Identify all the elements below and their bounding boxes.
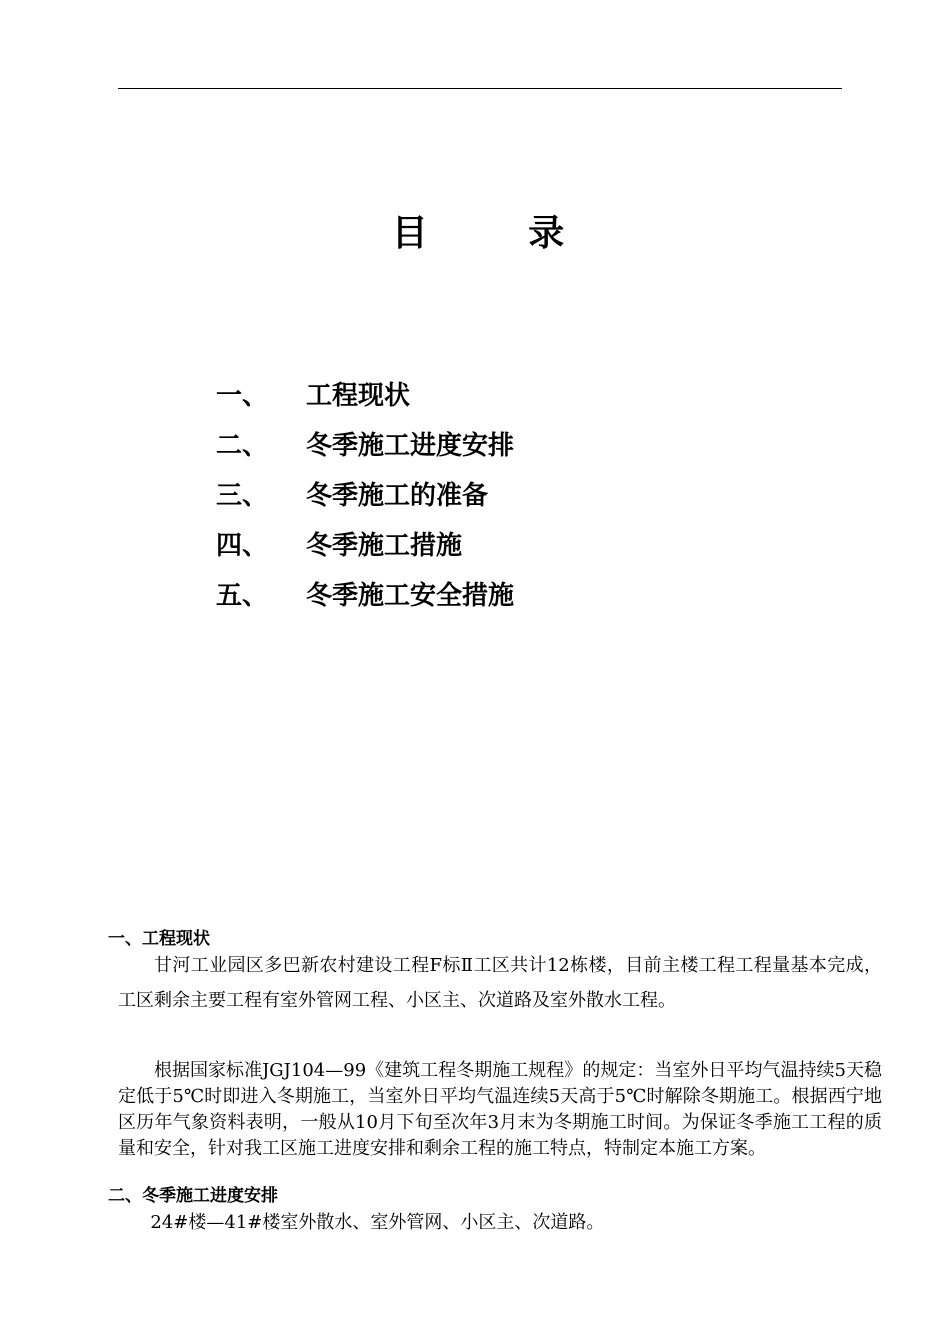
section-heading-2-container [108,1185,880,1207]
body-paragraph: 甘河工业园区多巴新农村建设工程F标Ⅱ工区共计12栋楼，目前主楼工程工程量基本完成，工区剩余主要工程有室外管网工程、小区主、次道路及室外散水工程。 [118,955,882,1011]
toc-item-label: 工程现状 [306,381,411,411]
toc-item-2[interactable] [216,422,514,472]
toc-item-1[interactable] [216,372,514,422]
section-heading-1-container [108,928,880,950]
section-heading: 一、工程现状 [108,929,210,949]
header-rule [118,88,842,89]
toc-item-label: 冬季施工进度安排 [306,431,515,461]
toc-item-3[interactable] [216,472,514,522]
toc-item-number: 一、 [216,381,269,411]
toc-item-label: 冬季施工措施 [306,531,463,561]
toc-item-label: 冬季施工安全措施 [306,581,515,611]
body-paragraph: 根据国家标准JGJ104—99《建筑工程冬期施工规程》的规定：当室外日平均气温持续5天稳定低于5℃时即进入冬期施工，当室外日平均气温连续5天高于5℃时解除冬期施工。根据西宁地区历年气象资料表明，一般从10月下旬至次年3月末为冬期施工时间。为保证冬季施工工程的质量和安全，针对我工区施工进度安排和剩余工程的施工特点，特制定本施工方案。 [118,1060,882,1159]
toc-item-number: 五、 [216,581,269,611]
toc-item-number: 三、 [216,481,269,511]
table-of-contents [216,372,514,622]
toc-item-4[interactable] [216,522,514,572]
body-paragraph: 24#楼—41#楼室外散水、室外管网、小区主、次道路。 [150,1212,605,1233]
toc-item-number: 四、 [216,531,269,561]
section-heading: 二、冬季施工进度安排 [108,1186,278,1206]
toc-item-5[interactable] [216,572,514,622]
toc-item-label: 冬季施工的准备 [306,481,489,511]
toc-title: 目 录 [391,213,609,254]
toc-item-number: 二、 [216,431,269,461]
